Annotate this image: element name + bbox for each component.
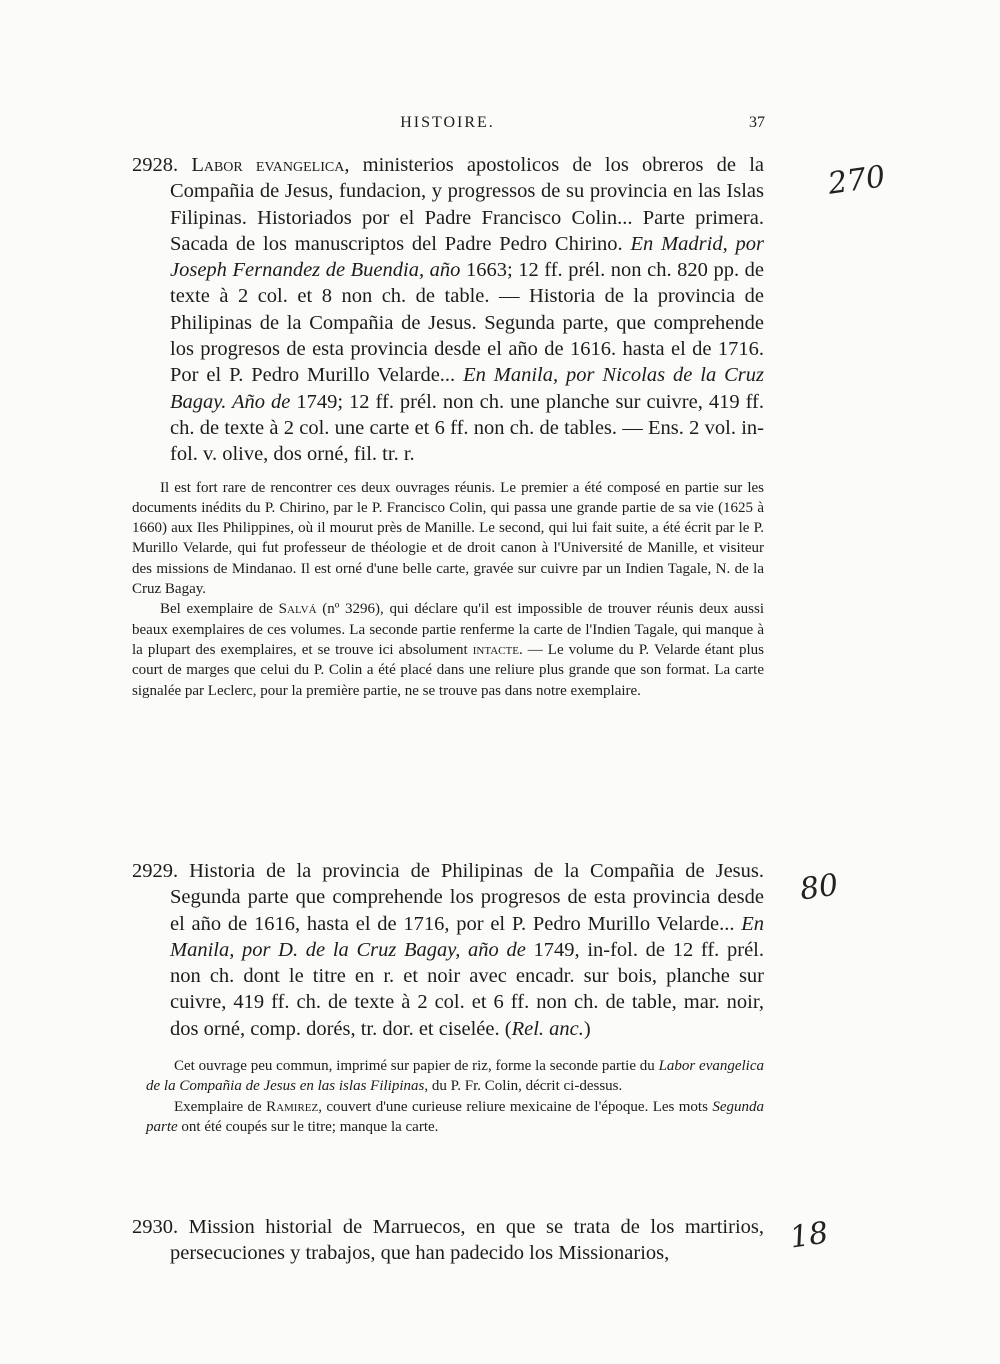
entry-text: Mission historial de Marruecos, en que se trata de los martirios, persecuciones y trabajos, que han padecido los Missionarios, [170,1216,764,1265]
entry-notes [132,478,764,701]
entry-notes [146,1056,764,1137]
entry-description [132,152,765,468]
note-text: . — Le volume du P. Velarde étant plus court de marges que celui du P. Colin a été placé dans une reliure plus grande que son format. La carte signalée par Leclerc, pour la première partie, ne se trouve pas dans notre exemplaire. [132,641,765,699]
entry-number: 2929. [132,860,179,882]
handwritten-price: 18 [787,1215,831,1256]
note-paragraph [146,1097,764,1138]
entry-text: 1749, in-fol. de 12 ff. prél. non ch. dont le titre en r. et noir avec encadr. sur bois, planche sur cuivre, 419 ff. ch. de texte à 2 col. et 6 ff. non ch. de table, mar. noir, dos orné, comp. dorés, tr. dor. et ciselée. ( [170,938,764,1040]
entry-description [132,1214,764,1267]
handwritten-price: 80 [797,867,841,908]
note-name: Ramirez [266,1098,319,1115]
entry-number: 2930. [132,1216,179,1238]
note-text: ont été coupés sur le titre; manque la carte. [177,1118,439,1135]
entry-imprint: En Manila, por Nicolas de la Cruz Bagay. Año de [170,364,764,413]
entry-imprint: En Manila, por D. de la Cruz Bagay, año de [170,912,764,961]
note-text: Bel exemplaire de [160,601,279,618]
entry-text: ministerios apostolicos de los obreros de la Compañia de Jesus, fundacion, y progressos de su provincia en las Islas Filipinas. Historiados por el Padre Francisco Colin... Parte primera. Sacada de los manuscriptos del Padre Pedro Chirino. [170,154,764,255]
entry-title: Labor evangelica, [191,154,350,176]
note-paragraph: Il est fort rare de rencontrer ces deux ouvrages réunis. Le premier a été composé en partie sur les documents inédits du P. Chirino, par le P. Francisco Colin, qui passa une grande partie de sa vie (1625 à 1660) aux Iles Philippines, où il mourut près de Manille. Le second, qui lui fait suite, a été écrit par le P. Murillo Velarde, qui fut professeur de théologie et de droit canon à l'Université de Manille, et visiteur des missions de Mindanao. Il est orné d'une belle carte, gravée sur cuivre par un Indien Tagale, N. de la Cruz Bagay. [132,479,764,598]
entry-imprint: En Madrid, por Joseph Fernandez de Buendia, año [170,232,765,282]
note-text: Exemplaire de [174,1098,267,1115]
entry-text: ) [583,1017,591,1040]
entry-description [132,858,764,1042]
entry-text: 1663; 12 ff. prél. non ch. 820 pp. de texte à 2 col. et 8 non ch. de table. — Historia de la provincia de Philipinas de la Compañia de Jesus. Segunda parte, que comprehende los progresos de esta provincia desde el año de 1616. hasta el de 1716. Por el P. Pedro Murillo Velarde... [170,259,764,387]
entry-text: 1749; 12 ff. prél. non ch. une planche sur cuivre, 419 ff. ch. de texte à 2 col. une carte et 6 ff. non ch. de tables. — Ens. 2 vol. in-fol. v. olive, dos orné, fil. tr. r. [170,390,764,466]
running-title: HISTOIRE. [400,114,495,131]
note-title: Labor evangelica de la Compañia de Jesus en las islas Filipinas [146,1058,764,1095]
note-text: (nº 3296), qui déclare qu'il est impossible de trouver réunis deux aussi beaux exemplaires de ces volumes. La seconde partie renferme la carte de l'Indien Tagale, qui manque à la plupart des exemplaires, et se trouve ici absolument [132,601,765,658]
note-text: , du P. Fr. Colin, décrit ci-dessus. [424,1078,623,1095]
note-paragraph [146,1056,764,1097]
entry-binding: Rel. anc. [511,1017,584,1040]
entry-number: 2928. [132,154,179,176]
catalog-entry-2929 [132,858,764,1137]
running-header [130,114,765,138]
note-paragraph [132,599,764,700]
handwritten-price: 270 [825,159,888,202]
note-text: , couvert d'une curieuse reliure mexicaine de l'époque. Les mots [318,1098,713,1115]
note-emphasis: intacte [472,641,519,658]
entry-text: Historia de la provincia de Philipinas de la Compañia de Jesus. Segunda parte que comprehende los progresos de esta provincia desde el año de 1616, hasta el de 1716, por el P. Pedro Murillo Velarde... [170,860,764,935]
note-name: Salvá [278,601,317,618]
catalog-entry-2928 [132,152,765,701]
catalog-entry-2930 [132,1214,764,1267]
page-number: 37 [749,114,765,131]
note-text: Cet ouvrage peu commun, imprimé sur papier de riz, forme la seconde partie du [174,1058,659,1075]
note-title: Segunda parte [146,1098,764,1135]
